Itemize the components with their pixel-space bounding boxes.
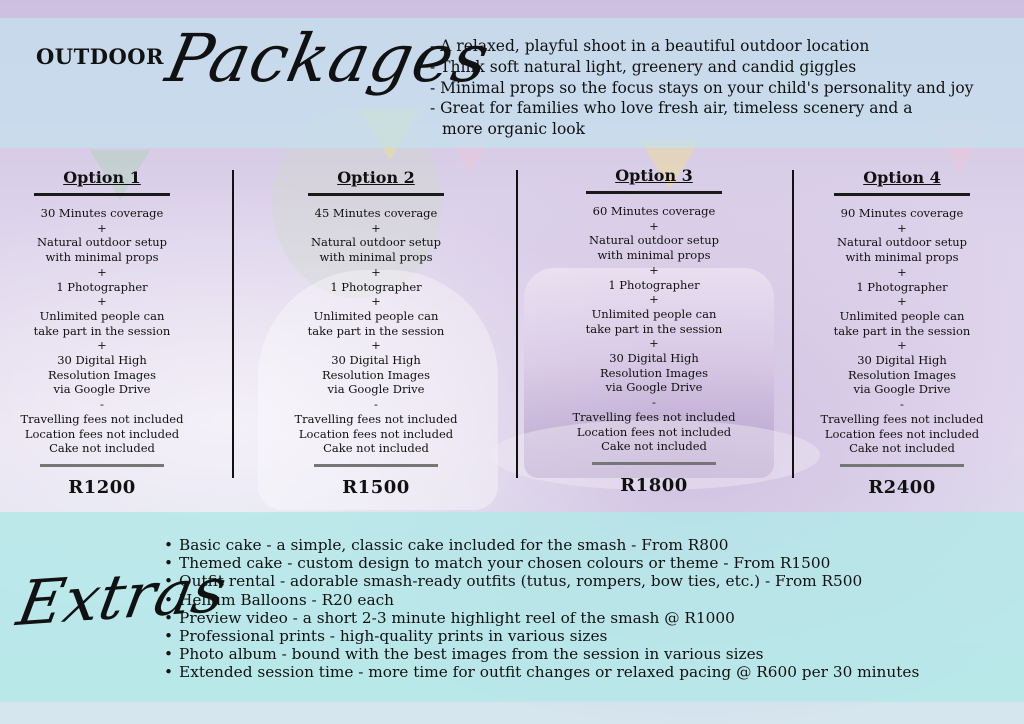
option-line: + [897, 264, 907, 279]
option-line: + [97, 220, 107, 235]
outdoor-label: OUTDOOR [36, 44, 164, 69]
option-line: take part in the session [833, 323, 971, 338]
extras-item: • Helium Balloons - R20 each [164, 591, 919, 609]
option-line: Natural outdoor setup [36, 235, 168, 250]
option-line: - [900, 397, 904, 412]
option-card-3 [554, 166, 754, 496]
option-line: 30 Digital High [331, 353, 421, 368]
intro-point: - Think soft natural light, greenery and candid giggles [430, 57, 857, 76]
option-line: + [371, 294, 381, 309]
option-card-2 [276, 168, 476, 498]
intro-point: - A relaxed, playful shoot in a beautiful outdoor location [430, 37, 870, 55]
option-line: via Google Drive [327, 382, 425, 397]
extras-item: • Preview video - a short 2-3 minute highlight reel of the smash @ R1000 [164, 609, 919, 627]
option-line: - [100, 397, 104, 412]
option-line: 30 Digital High [57, 353, 147, 368]
option-details [276, 206, 476, 456]
option-line: Location fees not included [24, 426, 180, 441]
option-divider [792, 170, 794, 478]
option-line: + [371, 220, 381, 235]
option-line: with minimal props [319, 250, 433, 265]
option-line: Unlimited people can [839, 308, 965, 323]
option-line: with minimal props [845, 250, 959, 265]
option-line: + [897, 338, 907, 353]
intro-point: - Great for families who love fresh air, timeless scenery and a [430, 99, 913, 118]
extras-item: • Photo album - bound with the best images from the session in various sizes [164, 645, 919, 663]
option-line: 30 Digital High [857, 353, 947, 368]
option-line: Resolution Images [321, 367, 431, 382]
option-line: - [652, 395, 656, 410]
option-details [2, 206, 202, 456]
option-title: Option 3 [586, 166, 722, 194]
option-line: + [97, 338, 107, 353]
option-rule [40, 464, 164, 467]
extras-item: • Outfit rental - adorable smash-ready outfits (tutus, rompers, bow ties, etc.) - From R500 [164, 572, 919, 590]
option-line: + [649, 218, 659, 233]
option-line: 90 Minutes coverage [840, 206, 964, 220]
packages-script-title: Packages [159, 20, 497, 97]
option-line: 1 Photographer [608, 277, 700, 292]
option-line: + [897, 220, 907, 235]
option-line: Location fees not included [824, 426, 980, 441]
option-divider [232, 170, 234, 478]
option-line: via Google Drive [853, 382, 951, 397]
option-line: Location fees not included [576, 424, 732, 439]
option-line: - [374, 397, 378, 412]
intro-point: more organic look [442, 120, 586, 139]
option-line: Cake not included [849, 441, 955, 456]
option-line: 1 Photographer [856, 279, 948, 294]
option-rule [840, 464, 964, 467]
option-line: + [371, 338, 381, 353]
option-line: Natural outdoor setup [836, 235, 968, 250]
extras-item: • Themed cake - custom design to match your chosen colours or theme - From R1500 [164, 554, 919, 572]
option-line: Unlimited people can [39, 308, 165, 323]
option-rule [592, 462, 716, 465]
option-details [554, 204, 754, 454]
option-line: + [649, 292, 659, 307]
option-line: take part in the session [33, 323, 171, 338]
option-price: R1200 [68, 476, 136, 498]
option-card-1 [2, 168, 202, 498]
option-card-4 [802, 168, 1002, 498]
option-line: Cake not included [323, 441, 429, 456]
extras-list [164, 536, 919, 682]
option-line: 1 Photographer [330, 279, 422, 294]
option-line: Travelling fees not included [572, 409, 736, 424]
option-line: 45 Minutes coverage [314, 206, 438, 220]
intro-point: - Minimal props so the focus stays on your child's personality and joy [430, 78, 974, 97]
option-line: 1 Photographer [56, 279, 148, 294]
option-price: R1500 [342, 476, 410, 498]
intro-list [430, 36, 1010, 140]
option-rule [314, 464, 438, 467]
option-line: Location fees not included [298, 426, 454, 441]
extras-script-title: Extras [11, 552, 232, 641]
option-line: Resolution Images [847, 367, 957, 382]
option-line: via Google Drive [605, 380, 703, 395]
option-line: Unlimited people can [313, 308, 439, 323]
option-divider [516, 170, 518, 478]
option-line: + [97, 294, 107, 309]
option-line: take part in the session [307, 323, 445, 338]
option-line: Cake not included [49, 441, 155, 456]
option-line: + [371, 264, 381, 279]
option-line: + [649, 336, 659, 351]
option-line: via Google Drive [53, 382, 151, 397]
option-line: Travelling fees not included [20, 411, 184, 426]
option-line: 30 Digital High [609, 351, 699, 366]
option-line: + [97, 264, 107, 279]
option-line: 60 Minutes coverage [592, 204, 716, 218]
option-line: 30 Minutes coverage [40, 206, 164, 220]
option-details [802, 206, 1002, 456]
option-line: with minimal props [45, 250, 159, 265]
option-line: with minimal props [597, 248, 711, 263]
option-line: Natural outdoor setup [588, 233, 720, 248]
option-line: Unlimited people can [591, 306, 717, 321]
option-title: Option 1 [34, 168, 170, 196]
option-line: + [897, 294, 907, 309]
option-line: Resolution Images [599, 365, 709, 380]
extras-item: • Professional prints - high-quality prints in various sizes [164, 627, 919, 645]
option-line: take part in the session [585, 321, 723, 336]
option-line: + [649, 262, 659, 277]
extras-item: • Basic cake - a simple, classic cake included for the smash - From R800 [164, 536, 919, 554]
option-title: Option 4 [834, 168, 970, 196]
option-line: Cake not included [601, 439, 707, 454]
extras-item: • Extended session time - more time for outfit changes or relaxed pacing @ R600 per 30 minutes [164, 663, 919, 681]
option-price: R2400 [868, 476, 936, 498]
option-title: Option 2 [308, 168, 444, 196]
option-line: Travelling fees not included [820, 411, 984, 426]
option-line: Travelling fees not included [294, 411, 458, 426]
option-line: Natural outdoor setup [310, 235, 442, 250]
option-line: Resolution Images [47, 367, 157, 382]
option-price: R1800 [620, 474, 688, 496]
